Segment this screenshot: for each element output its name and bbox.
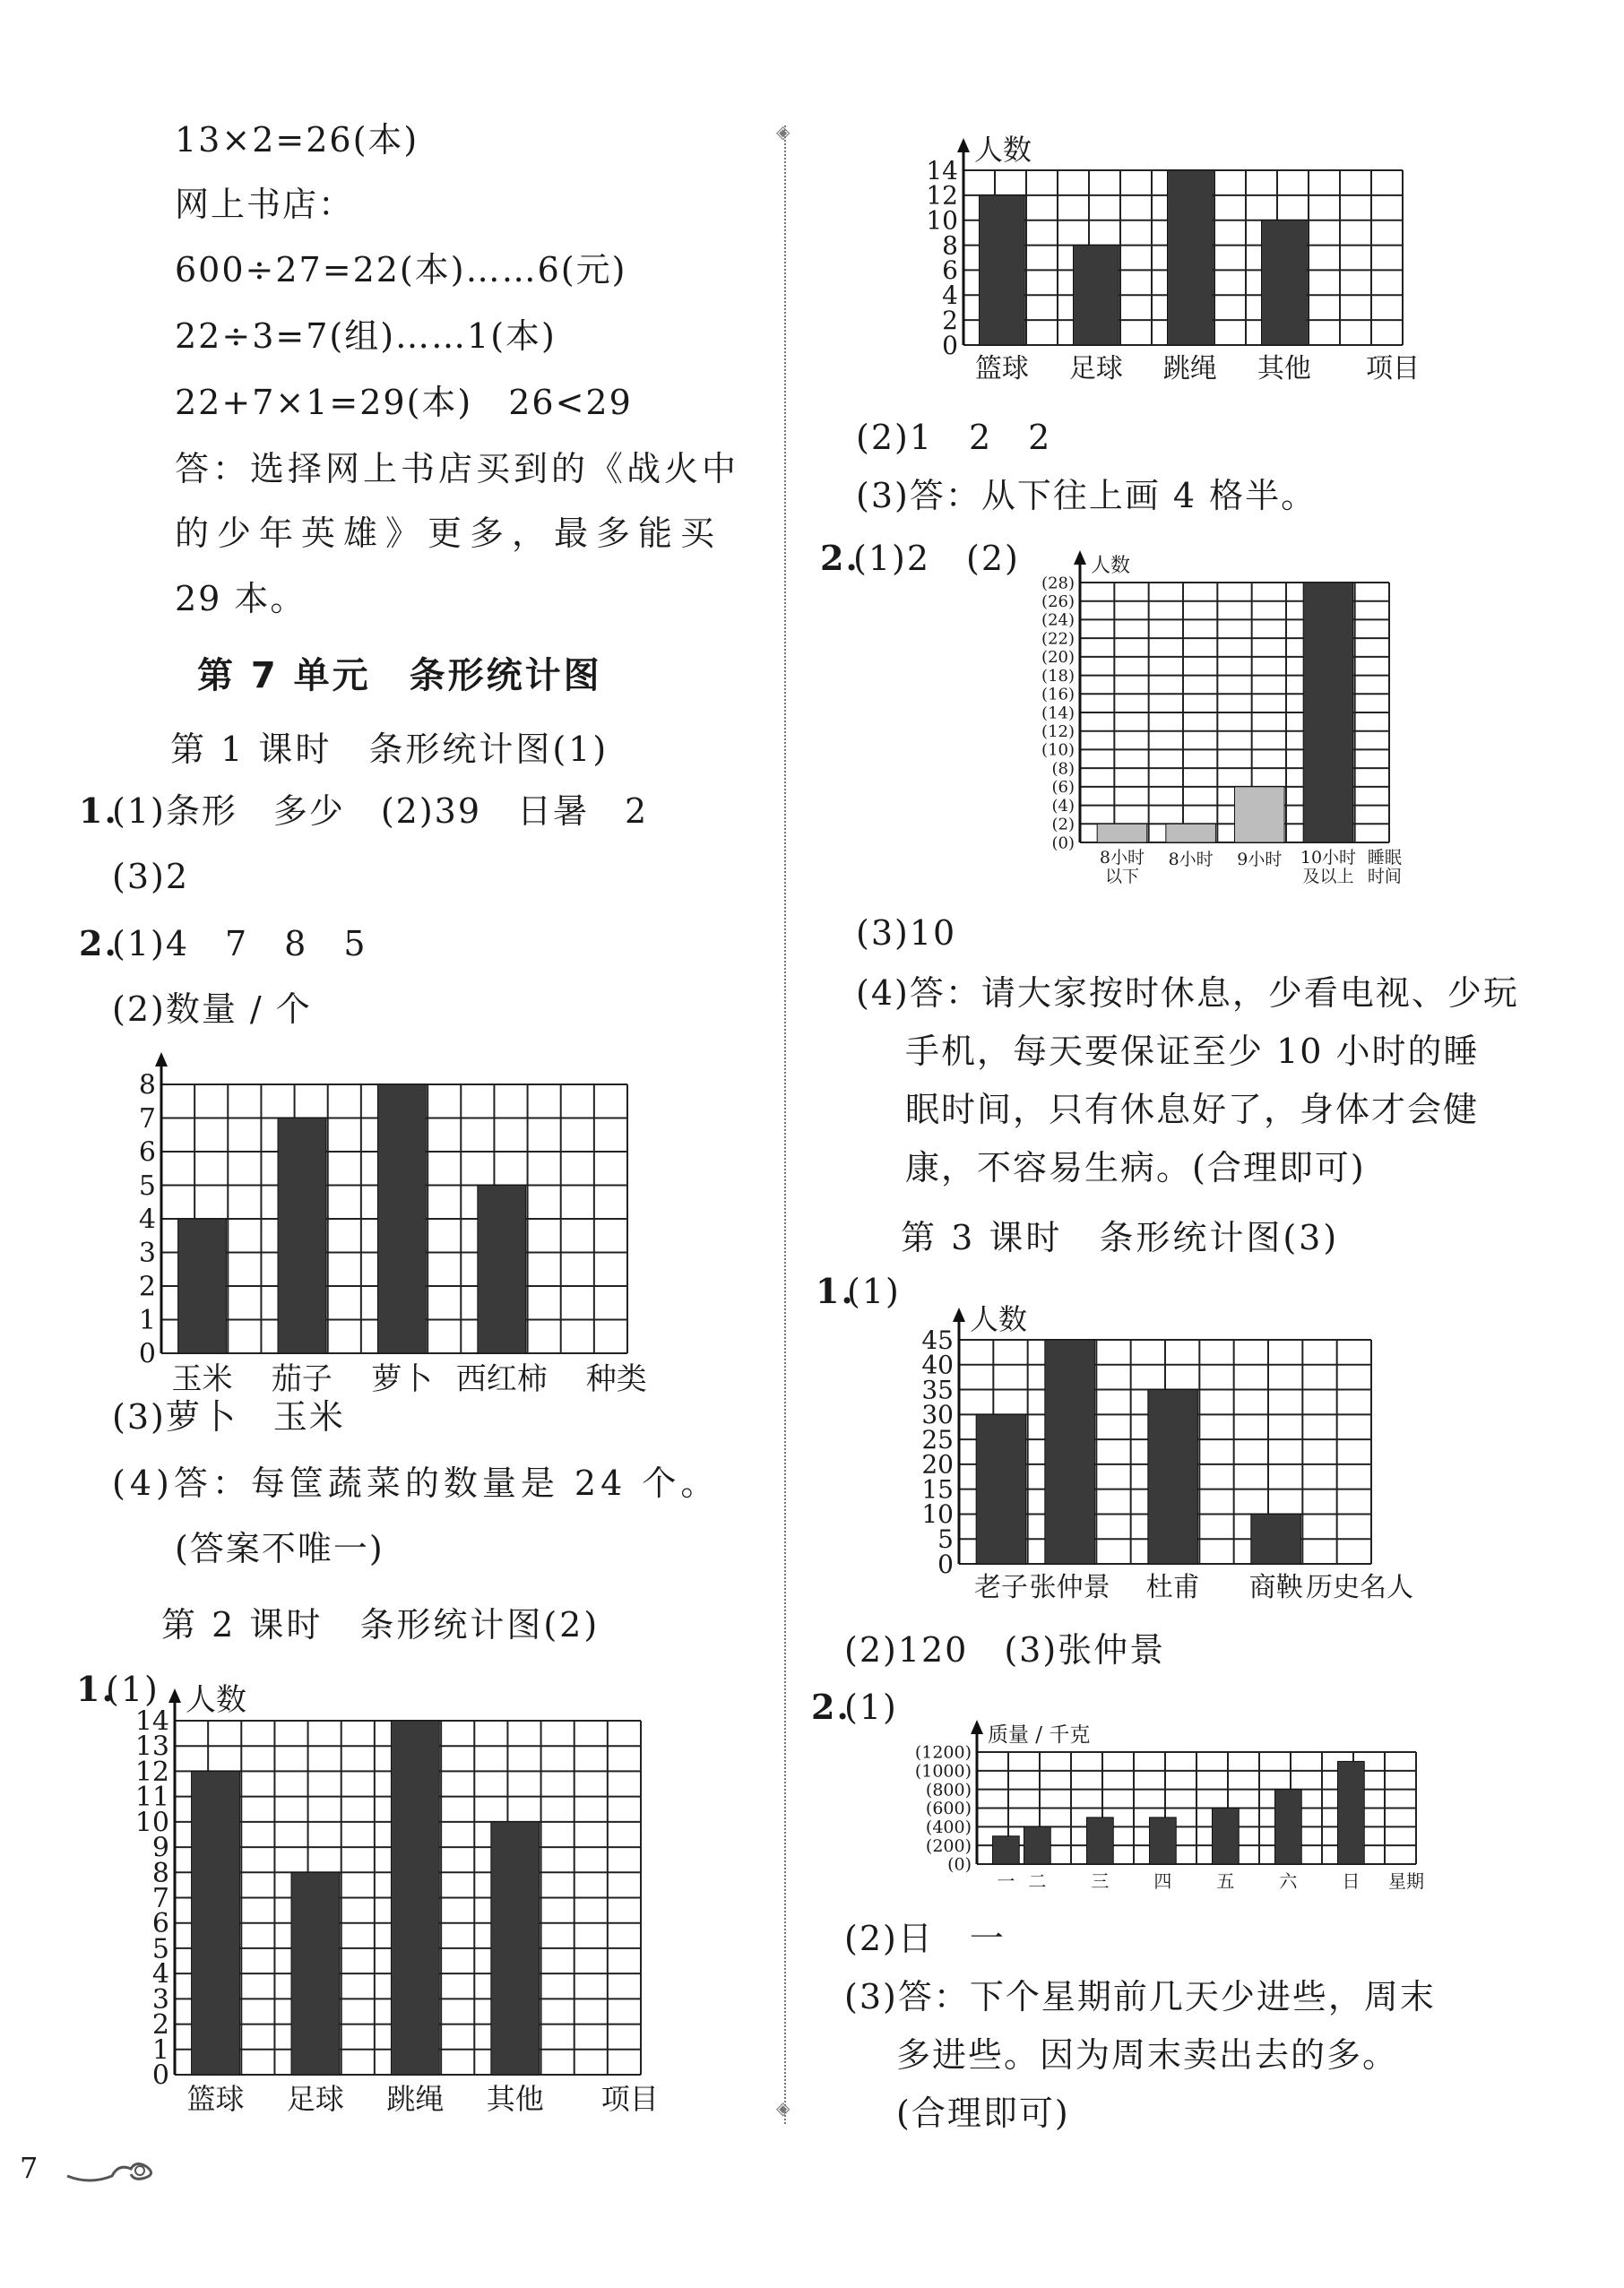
y-tick-label: (14) — [1041, 704, 1075, 723]
l1-q2-number: 2. — [79, 923, 118, 963]
r-p2-label: (1)2 (2) — [853, 539, 1020, 578]
x-tick-label: 四 — [1153, 1870, 1172, 1892]
bar-四 — [1150, 1817, 1177, 1864]
bar-跳绳 — [1168, 170, 1214, 345]
x-tick-label: 六 — [1279, 1870, 1298, 1892]
y-tick-label: 14 — [134, 1705, 169, 1738]
bar-三 — [1087, 1817, 1114, 1864]
y-axis-arrow-icon — [168, 1688, 181, 1703]
calc-line-5: 22+7×1=29(本) 26<29 — [175, 383, 633, 422]
y-tick-label: (12) — [1041, 722, 1075, 742]
l3-q3-line-1: (3)答：下个星期前几天少进些，周末 — [844, 1977, 1436, 2016]
r-q3-answer: (3)答：从下往上画 4 格半。 — [856, 476, 1317, 515]
bar-8小时以下 — [1097, 824, 1147, 842]
l3-q3-line-2: 多进些。因为周末卖出去的多。 — [896, 2035, 1399, 2075]
x-axis-title: 历史名人 — [1306, 1572, 1413, 1603]
x-tick-label: 西红柿 — [455, 1361, 548, 1397]
y-tick-label: (0) — [1051, 833, 1075, 853]
l1-q1-answer-3: (3)2 — [112, 857, 190, 896]
bar-老子 — [976, 1414, 1026, 1564]
y-tick-label: 7 — [138, 1103, 156, 1135]
l1-q3-answer: (3)萝卜 玉米 — [112, 1397, 345, 1437]
answer-line-3: 29 本。 — [175, 579, 307, 618]
l1-q4-note: (答案不唯一) — [175, 1529, 384, 1568]
divider-ornament-top: ◈ — [776, 121, 790, 142]
unit-title: 第 7 单元 条形统计图 — [197, 655, 602, 696]
x-tick-label: 足球 — [1068, 353, 1123, 384]
y-tick-label: 8 — [151, 1857, 169, 1889]
bar-9小时 — [1235, 787, 1285, 842]
x-tick-label: 9小时 — [1237, 850, 1283, 869]
y-tick-label: (28) — [1041, 574, 1075, 593]
bar-杜甫 — [1148, 1390, 1198, 1564]
x-tick-label: 及以上 — [1302, 867, 1354, 886]
y-tick-label: 15 — [921, 1474, 954, 1505]
y-tick-label: (26) — [1041, 592, 1075, 612]
y-tick-label: 10 — [926, 205, 958, 236]
lesson2-title: 第 2 课时 条形统计图(2) — [161, 1605, 600, 1645]
y-tick-label: 2 — [151, 2009, 169, 2042]
column-divider — [784, 125, 786, 2124]
y-tick-label: 3 — [138, 1238, 156, 1269]
y-tick-label: (200) — [925, 1835, 972, 1856]
l1-q1-number: 1. — [79, 790, 118, 831]
y-tick-label: 45 — [921, 1325, 954, 1355]
y-tick-label: 10 — [134, 1807, 169, 1839]
chart-historical — [905, 1268, 1461, 1613]
y-tick-label: (600) — [925, 1799, 972, 1819]
x-tick-label: 篮球 — [974, 353, 1029, 384]
answer-line-1: 答：选择网上书店买到的《战火中 — [175, 449, 740, 488]
bar-茄子 — [278, 1118, 326, 1354]
r-p2-number: 2. — [820, 538, 860, 578]
y-tick-label: 0 — [138, 1338, 156, 1370]
y-tick-label: 8 — [138, 1069, 156, 1101]
l1-q2-chart-label: (2)数量 / 个 — [112, 989, 312, 1029]
y-axis-title: 人数 — [1091, 555, 1131, 577]
y-axis-arrow-icon — [953, 1308, 965, 1322]
x-tick-label: 8小时 — [1168, 850, 1214, 869]
y-tick-label: 3 — [151, 1983, 169, 2016]
y-tick-label: 7 — [151, 1883, 169, 1914]
chart-vegetables — [138, 1066, 699, 1397]
y-axis-arrow-icon — [155, 1052, 168, 1066]
y-tick-label: (400) — [925, 1817, 972, 1837]
bar-足球 — [291, 1872, 340, 2075]
y-tick-label: 30 — [921, 1400, 954, 1430]
bar-一 — [993, 1836, 1020, 1864]
l3-q1-answer: (2)120 (3)张仲景 — [844, 1630, 1166, 1670]
y-tick-label: 40 — [921, 1350, 954, 1380]
bar-萝卜 — [377, 1084, 426, 1353]
y-tick-label: 10 — [921, 1499, 954, 1530]
x-tick-label: 萝卜 — [371, 1361, 433, 1397]
chart-sleep — [1022, 542, 1470, 901]
y-tick-label: 9 — [151, 1832, 169, 1864]
r-q2-answer: (2)1 2 2 — [856, 418, 1052, 457]
bar-张仲景 — [1045, 1340, 1095, 1564]
y-tick-label: 5 — [151, 1933, 169, 1965]
x-tick-label: 老子 — [973, 1572, 1028, 1603]
bar-足球 — [1074, 246, 1119, 345]
bar-西红柿 — [478, 1186, 526, 1354]
r-p3-answer: (3)10 — [856, 913, 957, 953]
x-tick-label: 五 — [1216, 1870, 1235, 1892]
y-tick-label: (2) — [1051, 815, 1075, 834]
y-tick-label: 0 — [151, 2059, 169, 2092]
x-tick-label: 跳绳 — [386, 2082, 445, 2116]
x-tick-label: 其他 — [486, 2082, 544, 2116]
y-tick-label: 6 — [942, 255, 958, 286]
x-tick-label: 茄子 — [271, 1361, 333, 1397]
bar-篮球 — [980, 195, 1025, 345]
y-tick-label: 11 — [134, 1782, 169, 1814]
y-tick-label: (24) — [1041, 610, 1075, 630]
x-tick-label: 玉米 — [171, 1361, 233, 1397]
bar-六 — [1275, 1790, 1302, 1864]
y-tick-label: 0 — [937, 1549, 954, 1579]
l3-q3-line-3: (合理即可) — [896, 2094, 1070, 2133]
x-axis-title: 种类 — [585, 1361, 647, 1397]
bar-10小时及以上 — [1303, 583, 1353, 842]
y-tick-label: (16) — [1041, 685, 1075, 704]
l1-q4-answer: (4)答：每筐蔬菜的数量是 24 个。 — [112, 1463, 720, 1503]
bar-商鞅 — [1251, 1514, 1301, 1564]
x-axis-title: 项目 — [1366, 353, 1420, 384]
y-axis-title: 质量 / 千克 — [988, 1723, 1091, 1747]
y-tick-label: (10) — [1041, 740, 1075, 760]
l3-q1-number: 1. — [816, 1271, 855, 1311]
y-tick-label: (4) — [1051, 796, 1075, 816]
chart-sports-left — [134, 1671, 690, 2120]
bar-五 — [1213, 1809, 1240, 1865]
y-tick-label: 0 — [942, 330, 958, 360]
chart-sports-right — [923, 117, 1479, 394]
y-axis-title: 人数 — [186, 1682, 246, 1718]
y-axis-arrow-icon — [971, 1720, 983, 1734]
r-p4-line-3: 眠时间，只有休息好了，身体才会健 — [905, 1090, 1480, 1129]
x-tick-label: 杜甫 — [1145, 1572, 1200, 1603]
y-tick-label: 1 — [138, 1305, 156, 1336]
bar-8小时 — [1166, 824, 1216, 842]
x-tick-label: 篮球 — [186, 2082, 245, 2116]
x-axis-title: 项目 — [600, 2082, 659, 2116]
x-tick-label: 10小时 — [1300, 848, 1357, 868]
y-tick-label: 25 — [921, 1424, 954, 1455]
bar-篮球 — [192, 1771, 240, 2075]
l3-q2-number: 2. — [811, 1687, 851, 1727]
r-p4-line-4: 康，不容易生病。(合理即可) — [905, 1148, 1366, 1187]
y-tick-label: 12 — [926, 180, 958, 211]
x-tick-label: 其他 — [1257, 353, 1311, 384]
answer-line-2: 的少年英雄》更多，最多能买 — [175, 514, 723, 553]
calc-line-4: 22÷3=7(组)……1(本) — [175, 316, 557, 356]
y-axis-title: 人数 — [974, 133, 1032, 167]
y-tick-label: 35 — [921, 1375, 954, 1405]
bar-其他 — [1262, 220, 1308, 345]
bar-日 — [1338, 1761, 1365, 1864]
y-tick-label: 5 — [937, 1524, 954, 1555]
y-tick-label: (20) — [1041, 648, 1075, 668]
x-axis-title: 星期 — [1388, 1870, 1424, 1892]
y-tick-label: (8) — [1051, 759, 1075, 779]
l1-q1-answer: (1)条形 多少 (2)39 日暑 2 — [112, 791, 649, 831]
y-tick-label: (1200) — [914, 1742, 972, 1763]
y-tick-label: (6) — [1051, 778, 1075, 798]
y-tick-label: (1000) — [914, 1761, 972, 1782]
x-tick-label: 三 — [1091, 1870, 1110, 1892]
y-tick-label: 5 — [138, 1170, 156, 1202]
y-tick-label: 4 — [151, 1958, 169, 1990]
y-tick-label: 4 — [942, 281, 958, 311]
y-tick-label: 6 — [151, 1908, 169, 1940]
bar-跳绳 — [391, 1721, 439, 2075]
bar-其他 — [491, 1822, 540, 2075]
x-tick-label: 日 — [1342, 1870, 1361, 1892]
y-tick-label: 12 — [134, 1756, 169, 1788]
x-tick-label: 8小时 — [1099, 848, 1145, 868]
y-tick-label: 6 — [138, 1136, 156, 1169]
y-tick-label: 13 — [134, 1731, 169, 1763]
bar-二 — [1024, 1826, 1051, 1864]
l3-q2-label: (1) — [844, 1688, 898, 1727]
r-p4-line-2: 手机，每天要保证至少 10 小时的睡 — [905, 1032, 1480, 1071]
y-tick-label: 2 — [138, 1271, 156, 1303]
y-tick-label: 1 — [151, 2034, 169, 2067]
x-tick-label: 足球 — [286, 2082, 344, 2116]
page-number: 7 — [20, 2151, 39, 2185]
x-axis-title: 时间 — [1367, 867, 1402, 886]
calc-line-3: 600÷27=22(本)……6(元) — [175, 250, 627, 289]
x-tick-label: 二 — [1028, 1870, 1047, 1892]
l3-q1-label: (1) — [847, 1272, 901, 1311]
y-tick-label: (18) — [1041, 666, 1075, 686]
calc-line-2: 网上书店： — [175, 185, 355, 224]
lesson3-title: 第 3 课时 条形统计图(3) — [901, 1218, 1340, 1257]
y-tick-label: 8 — [942, 230, 958, 261]
y-axis-arrow-icon — [1074, 550, 1086, 565]
y-tick-label: 14 — [926, 155, 958, 186]
calc-line-1: 13×2=26(本) — [175, 120, 419, 160]
r-p4-line-1: (4)答：请大家按时休息，少看电视、少玩 — [856, 973, 1519, 1013]
x-tick-label: 张仲景 — [1029, 1572, 1110, 1603]
x-tick-label: 一 — [997, 1870, 1015, 1892]
y-tick-label: 20 — [921, 1449, 954, 1480]
bar-玉米 — [178, 1219, 227, 1353]
divider-ornament-bottom: ◈ — [776, 2097, 790, 2119]
x-axis-title: 睡眠 — [1367, 848, 1402, 868]
x-tick-label: 商鞅 — [1248, 1572, 1303, 1603]
y-tick-label: 2 — [942, 305, 958, 335]
y-axis-arrow-icon — [957, 138, 970, 152]
y-axis-title: 人数 — [970, 1302, 1028, 1336]
cloud-ornament-icon — [63, 2151, 161, 2187]
l2-q1-label: (1) — [106, 1670, 160, 1709]
l3-q2-answer: (2)日 一 — [844, 1919, 1006, 1958]
y-tick-label: 4 — [138, 1204, 156, 1236]
y-tick-label: (800) — [925, 1780, 972, 1800]
y-tick-label: (0) — [947, 1854, 972, 1875]
x-tick-label: 跳绳 — [1162, 353, 1217, 384]
lesson1-title: 第 1 课时 条形统计图(1) — [170, 730, 609, 769]
chart-weight — [914, 1685, 1470, 1900]
l1-q2-answer: (1)4 7 8 5 — [112, 924, 367, 963]
x-tick-label: 以下 — [1104, 867, 1139, 886]
y-tick-label: (22) — [1041, 629, 1075, 649]
l2-q1-number: 1. — [76, 1669, 116, 1709]
